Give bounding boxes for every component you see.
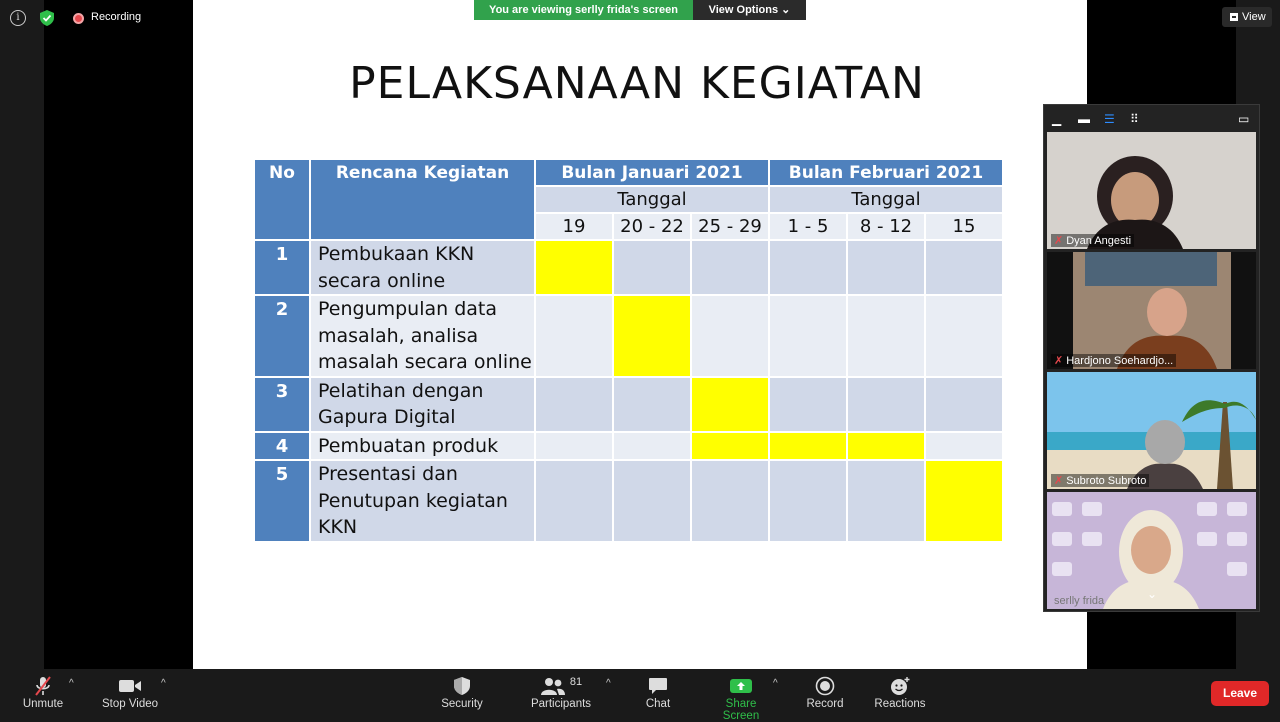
reactions-label: Reactions xyxy=(874,698,926,710)
activity-cell xyxy=(311,433,534,460)
schedule-cell-highlighted xyxy=(692,433,768,460)
participant-tile[interactable] xyxy=(1047,252,1256,369)
exit-floating-icon[interactable]: ▭ xyxy=(1238,112,1250,126)
gallery-controls xyxy=(1044,105,1259,131)
schedule-cell xyxy=(770,241,846,294)
activity-line: Pengumpulan data xyxy=(318,298,498,320)
chevron-down-icon[interactable]: ⌄ xyxy=(1147,587,1158,601)
schedule-cell-highlighted xyxy=(536,241,612,294)
activity-line: masalah secara online xyxy=(318,351,532,373)
participant-name-tag xyxy=(1051,354,1176,367)
schedule-cell-highlighted xyxy=(770,433,846,460)
letterbox-left xyxy=(44,0,193,669)
participant-video xyxy=(1047,132,1256,249)
minimize-icon[interactable]: ▁ xyxy=(1052,112,1062,126)
header-month-jan: Bulan Januari 2021 xyxy=(536,160,768,185)
chat-button[interactable] xyxy=(640,674,676,710)
video-camera-icon xyxy=(100,674,160,698)
row-number: 3 xyxy=(255,378,309,431)
hide-video-icon[interactable]: ▬ xyxy=(1078,112,1090,126)
stop-video-label: Stop Video xyxy=(101,698,159,710)
row-number: 5 xyxy=(255,461,309,541)
view-layout-icon xyxy=(1230,13,1238,21)
participant-name-tag xyxy=(1051,234,1134,247)
audio-options-caret-icon[interactable]: ^ xyxy=(69,678,74,689)
security-button[interactable] xyxy=(438,674,486,710)
activity-line: Pembukaan KKN xyxy=(318,243,475,265)
participants-count: 81 xyxy=(569,676,583,688)
schedule-cell xyxy=(692,461,768,541)
share-banner xyxy=(474,0,806,20)
unmute-label: Unmute xyxy=(22,698,64,710)
date-cell: 15 xyxy=(926,214,1002,239)
schedule-cell xyxy=(848,461,924,541)
participants-button[interactable] xyxy=(528,674,594,710)
schedule-cell xyxy=(770,461,846,541)
unmute-button[interactable] xyxy=(20,674,66,710)
schedule-cell xyxy=(848,378,924,431)
participant-name: Dyan Angesti xyxy=(1066,234,1132,247)
table-row xyxy=(255,241,1002,294)
schedule-cell xyxy=(536,433,612,460)
participants-options-caret-icon[interactable]: ^ xyxy=(606,678,611,689)
schedule-cell xyxy=(614,433,690,460)
row-number: 2 xyxy=(255,296,309,376)
participant-video xyxy=(1047,372,1256,489)
schedule-cell xyxy=(614,241,690,294)
activity-cell xyxy=(311,378,534,431)
participants-label: Participants xyxy=(530,698,592,710)
recording-indicator-icon[interactable] xyxy=(73,13,84,24)
date-cell: 8 - 12 xyxy=(848,214,924,239)
schedule-cell xyxy=(536,296,612,376)
record-label: Record xyxy=(806,698,844,710)
record-button[interactable] xyxy=(804,674,846,710)
stop-video-button[interactable] xyxy=(100,674,160,710)
schedule-cell-highlighted xyxy=(926,461,1002,541)
participant-name: Subroto Subroto xyxy=(1066,474,1147,487)
viewing-screen-label: You are viewing serlly frida's screen xyxy=(474,0,693,20)
chevron-down-icon: ⌄ xyxy=(781,4,791,16)
participant-name: Hardjono Soehardjo... xyxy=(1066,354,1174,367)
muted-mic-icon: ✗ xyxy=(1054,475,1064,487)
gallery-view-icon[interactable]: ⠿ xyxy=(1130,112,1139,126)
schedule-cell xyxy=(926,433,1002,460)
header-tanggal-jan: Tanggal xyxy=(536,187,768,212)
schedule-cell xyxy=(848,241,924,294)
schedule-cell-highlighted xyxy=(848,433,924,460)
participants-icon xyxy=(528,674,594,698)
participant-name-tag xyxy=(1051,474,1149,487)
activity-line: Gapura Digital xyxy=(318,406,456,428)
table-row xyxy=(255,461,1002,541)
activity-line: Pelatihan dengan xyxy=(318,379,484,402)
shield-icon xyxy=(438,674,486,698)
view-options-button[interactable] xyxy=(693,0,806,20)
schedule-cell xyxy=(770,378,846,431)
activity-line: Pembuatan produk xyxy=(318,434,499,457)
header-activity: Rencana Kegiatan xyxy=(311,160,534,239)
share-options-caret-icon[interactable]: ^ xyxy=(773,678,778,689)
activity-line: masalah, analisa xyxy=(318,324,479,347)
schedule-cell-highlighted xyxy=(692,378,768,431)
header-month-feb: Bulan Februari 2021 xyxy=(770,160,1002,185)
date-cell: 25 - 29 xyxy=(692,214,768,239)
encryption-shield-icon[interactable] xyxy=(40,10,54,31)
table-row xyxy=(255,433,1002,460)
row-number: 1 xyxy=(255,241,309,294)
speaker-view-icon[interactable]: ☰ xyxy=(1104,112,1115,126)
activity-line: KKN xyxy=(318,516,358,538)
activity-line: Presentasi dan xyxy=(318,463,458,485)
leave-button[interactable]: Leave xyxy=(1211,681,1269,706)
recording-label[interactable]: Recording xyxy=(91,11,142,23)
participant-tile[interactable] xyxy=(1047,132,1256,249)
table-row xyxy=(255,296,1002,376)
slide-title: PELAKSANAAN KEGIATAN xyxy=(349,58,925,109)
smiley-reaction-icon xyxy=(872,674,928,698)
schedule-cell xyxy=(692,241,768,294)
header-no: No xyxy=(255,160,309,239)
date-cell: 1 - 5 xyxy=(770,214,846,239)
share-screen-button[interactable] xyxy=(706,674,776,722)
row-number: 4 xyxy=(255,433,309,460)
view-button[interactable] xyxy=(1222,7,1272,27)
view-options-label: View Options xyxy=(708,4,779,16)
table-row xyxy=(255,378,1002,431)
participant-name: serlly frida xyxy=(1054,595,1105,607)
schedule-cell xyxy=(848,296,924,376)
schedule-cell xyxy=(614,378,690,431)
share-screen-label: Share Screen xyxy=(722,698,760,722)
schedule-cell xyxy=(536,378,612,431)
view-label: View xyxy=(1242,11,1266,23)
meeting-toolbar xyxy=(0,669,1280,722)
schedule-cell xyxy=(926,296,1002,376)
schedule-cell xyxy=(770,296,846,376)
chat-label: Chat xyxy=(645,698,671,710)
schedule-cell xyxy=(926,241,1002,294)
chat-bubble-icon xyxy=(640,674,676,698)
share-screen-icon xyxy=(706,674,776,698)
schedule-cell xyxy=(536,461,612,541)
participant-gallery xyxy=(1043,104,1260,612)
header-tanggal-feb: Tanggal xyxy=(770,187,1002,212)
activity-line: secara online xyxy=(318,269,446,292)
participant-tile[interactable] xyxy=(1047,372,1256,489)
record-icon xyxy=(804,674,846,698)
shared-slide xyxy=(193,0,1087,669)
participant-name-tag xyxy=(1051,595,1107,607)
security-label: Security xyxy=(441,698,483,710)
reactions-button[interactable] xyxy=(872,674,928,710)
schedule-cell xyxy=(692,296,768,376)
schedule-cell xyxy=(614,461,690,541)
participant-tile[interactable] xyxy=(1047,492,1256,609)
activity-cell xyxy=(311,241,534,294)
activity-line: Penutupan kegiatan xyxy=(318,489,508,512)
muted-mic-icon: ✗ xyxy=(1054,355,1064,367)
schedule-table xyxy=(253,158,1004,543)
muted-microphone-icon xyxy=(20,674,66,698)
activity-cell xyxy=(311,461,534,541)
activity-cell xyxy=(311,296,534,376)
date-cell: 20 - 22 xyxy=(614,214,690,239)
video-options-caret-icon[interactable]: ^ xyxy=(161,678,166,689)
schedule-cell xyxy=(926,378,1002,431)
meeting-info-icon[interactable]: i xyxy=(10,10,26,26)
participant-video xyxy=(1047,252,1256,369)
schedule-cell-highlighted xyxy=(614,296,690,376)
muted-mic-icon: ✗ xyxy=(1054,235,1064,247)
date-cell: 19 xyxy=(536,214,612,239)
